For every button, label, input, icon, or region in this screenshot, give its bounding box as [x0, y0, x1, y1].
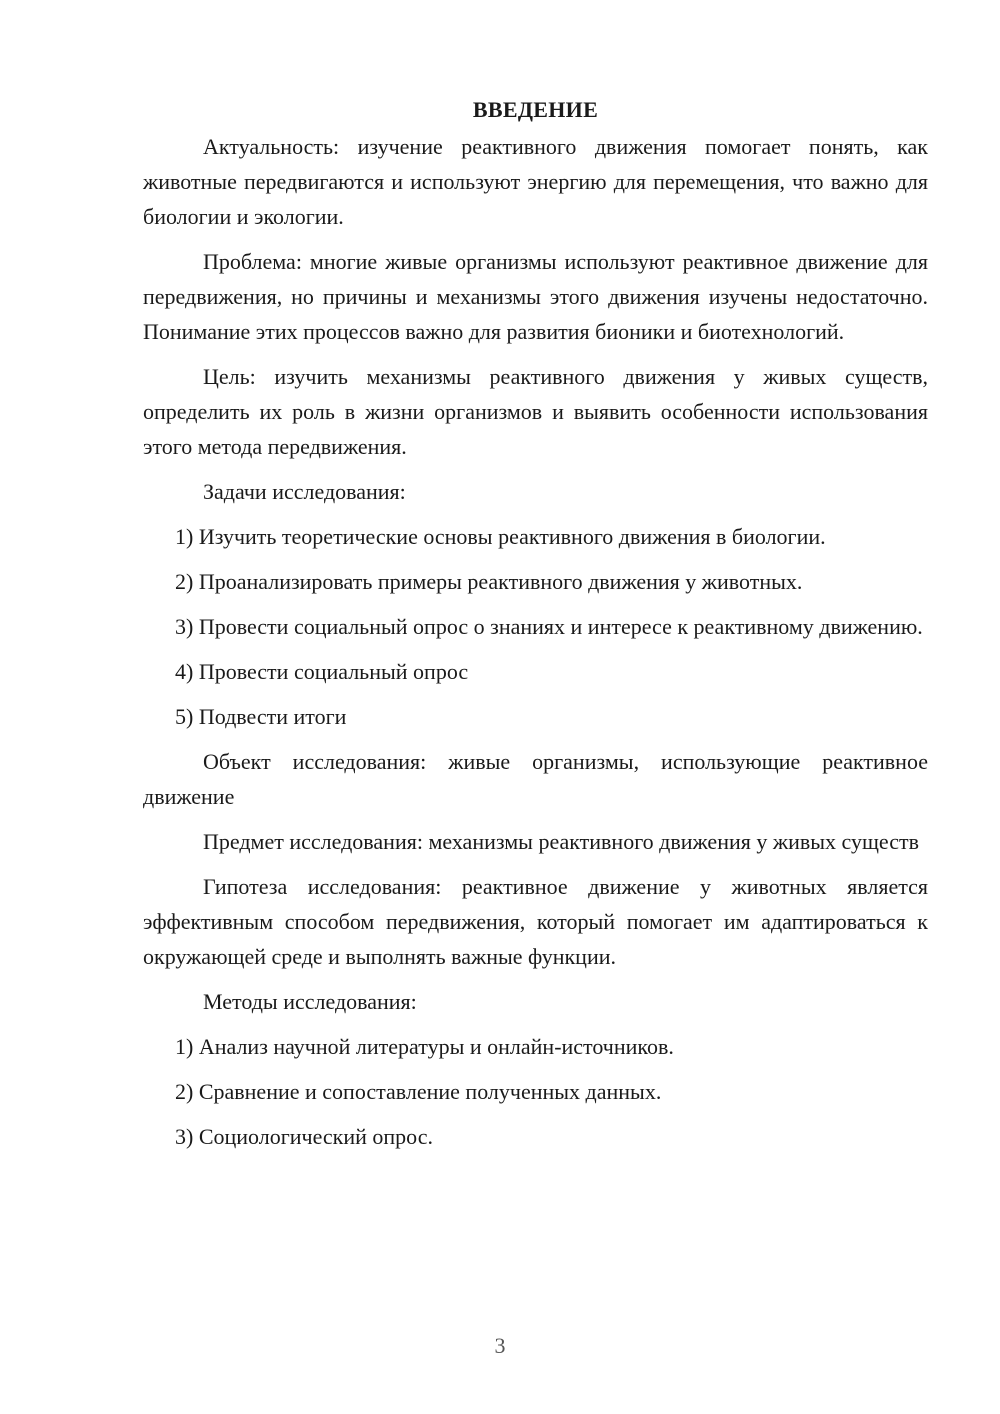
methods-heading: Методы исследования:: [203, 989, 417, 1014]
method-item-3: 3) Социологический опрос.: [175, 1124, 433, 1149]
method-item-1: 1) Анализ научной литературы и онлайн-источников.: [175, 1034, 674, 1059]
document-page: [143, 92, 928, 1164]
method-item-2: 2) Сравнение и сопоставление полученных данных.: [175, 1079, 662, 1104]
task-item-1: 1) Изучить теоретические основы реактивного движения в биологии.: [175, 524, 826, 549]
goal-paragraph: Цель: изучить механизмы реактивного движения у живых существ, определить их роль в жизни организмов и выявить особенности использования этого метода передвижения.: [143, 364, 928, 459]
task-item-4: 4) Провести социальный опрос: [175, 659, 469, 684]
tasks-heading: Задачи исследования:: [203, 479, 406, 504]
problem-paragraph: Проблема: многие живые организмы используют реактивное движение для передвижения, но причины и механизмы этого движения изучены недостаточно. Понимание этих процессов важно для развития бионики и биотехнологий.: [143, 249, 928, 344]
task-item-5: 5) Подвести итоги: [175, 704, 347, 729]
relevance-paragraph: Актуальность: изучение реактивного движения помогает понять, как животные передвигаются и используют энергию для перемещения, что важно для биологии и экологии.: [143, 134, 928, 229]
hypothesis-paragraph: Гипотеза исследования: реактивное движение у животных является эффективным способом передвижения, который помогает им адаптироваться к окружающей среде и выполнять важные функции.: [143, 874, 928, 969]
object-paragraph: Объект исследования: живые организмы, использующие реактивное движение: [143, 749, 928, 809]
task-item-2: 2) Проанализировать примеры реактивного движения у животных.: [175, 569, 803, 594]
task-item-3: 3) Провести социальный опрос о знаниях и интересе к реактивному движению.: [175, 614, 923, 639]
page-number: 3: [494, 1333, 506, 1358]
page-title: ВВЕДЕНИЕ: [472, 97, 599, 122]
subject-paragraph: Предмет исследования: механизмы реактивного движения у живых существ: [203, 829, 919, 854]
